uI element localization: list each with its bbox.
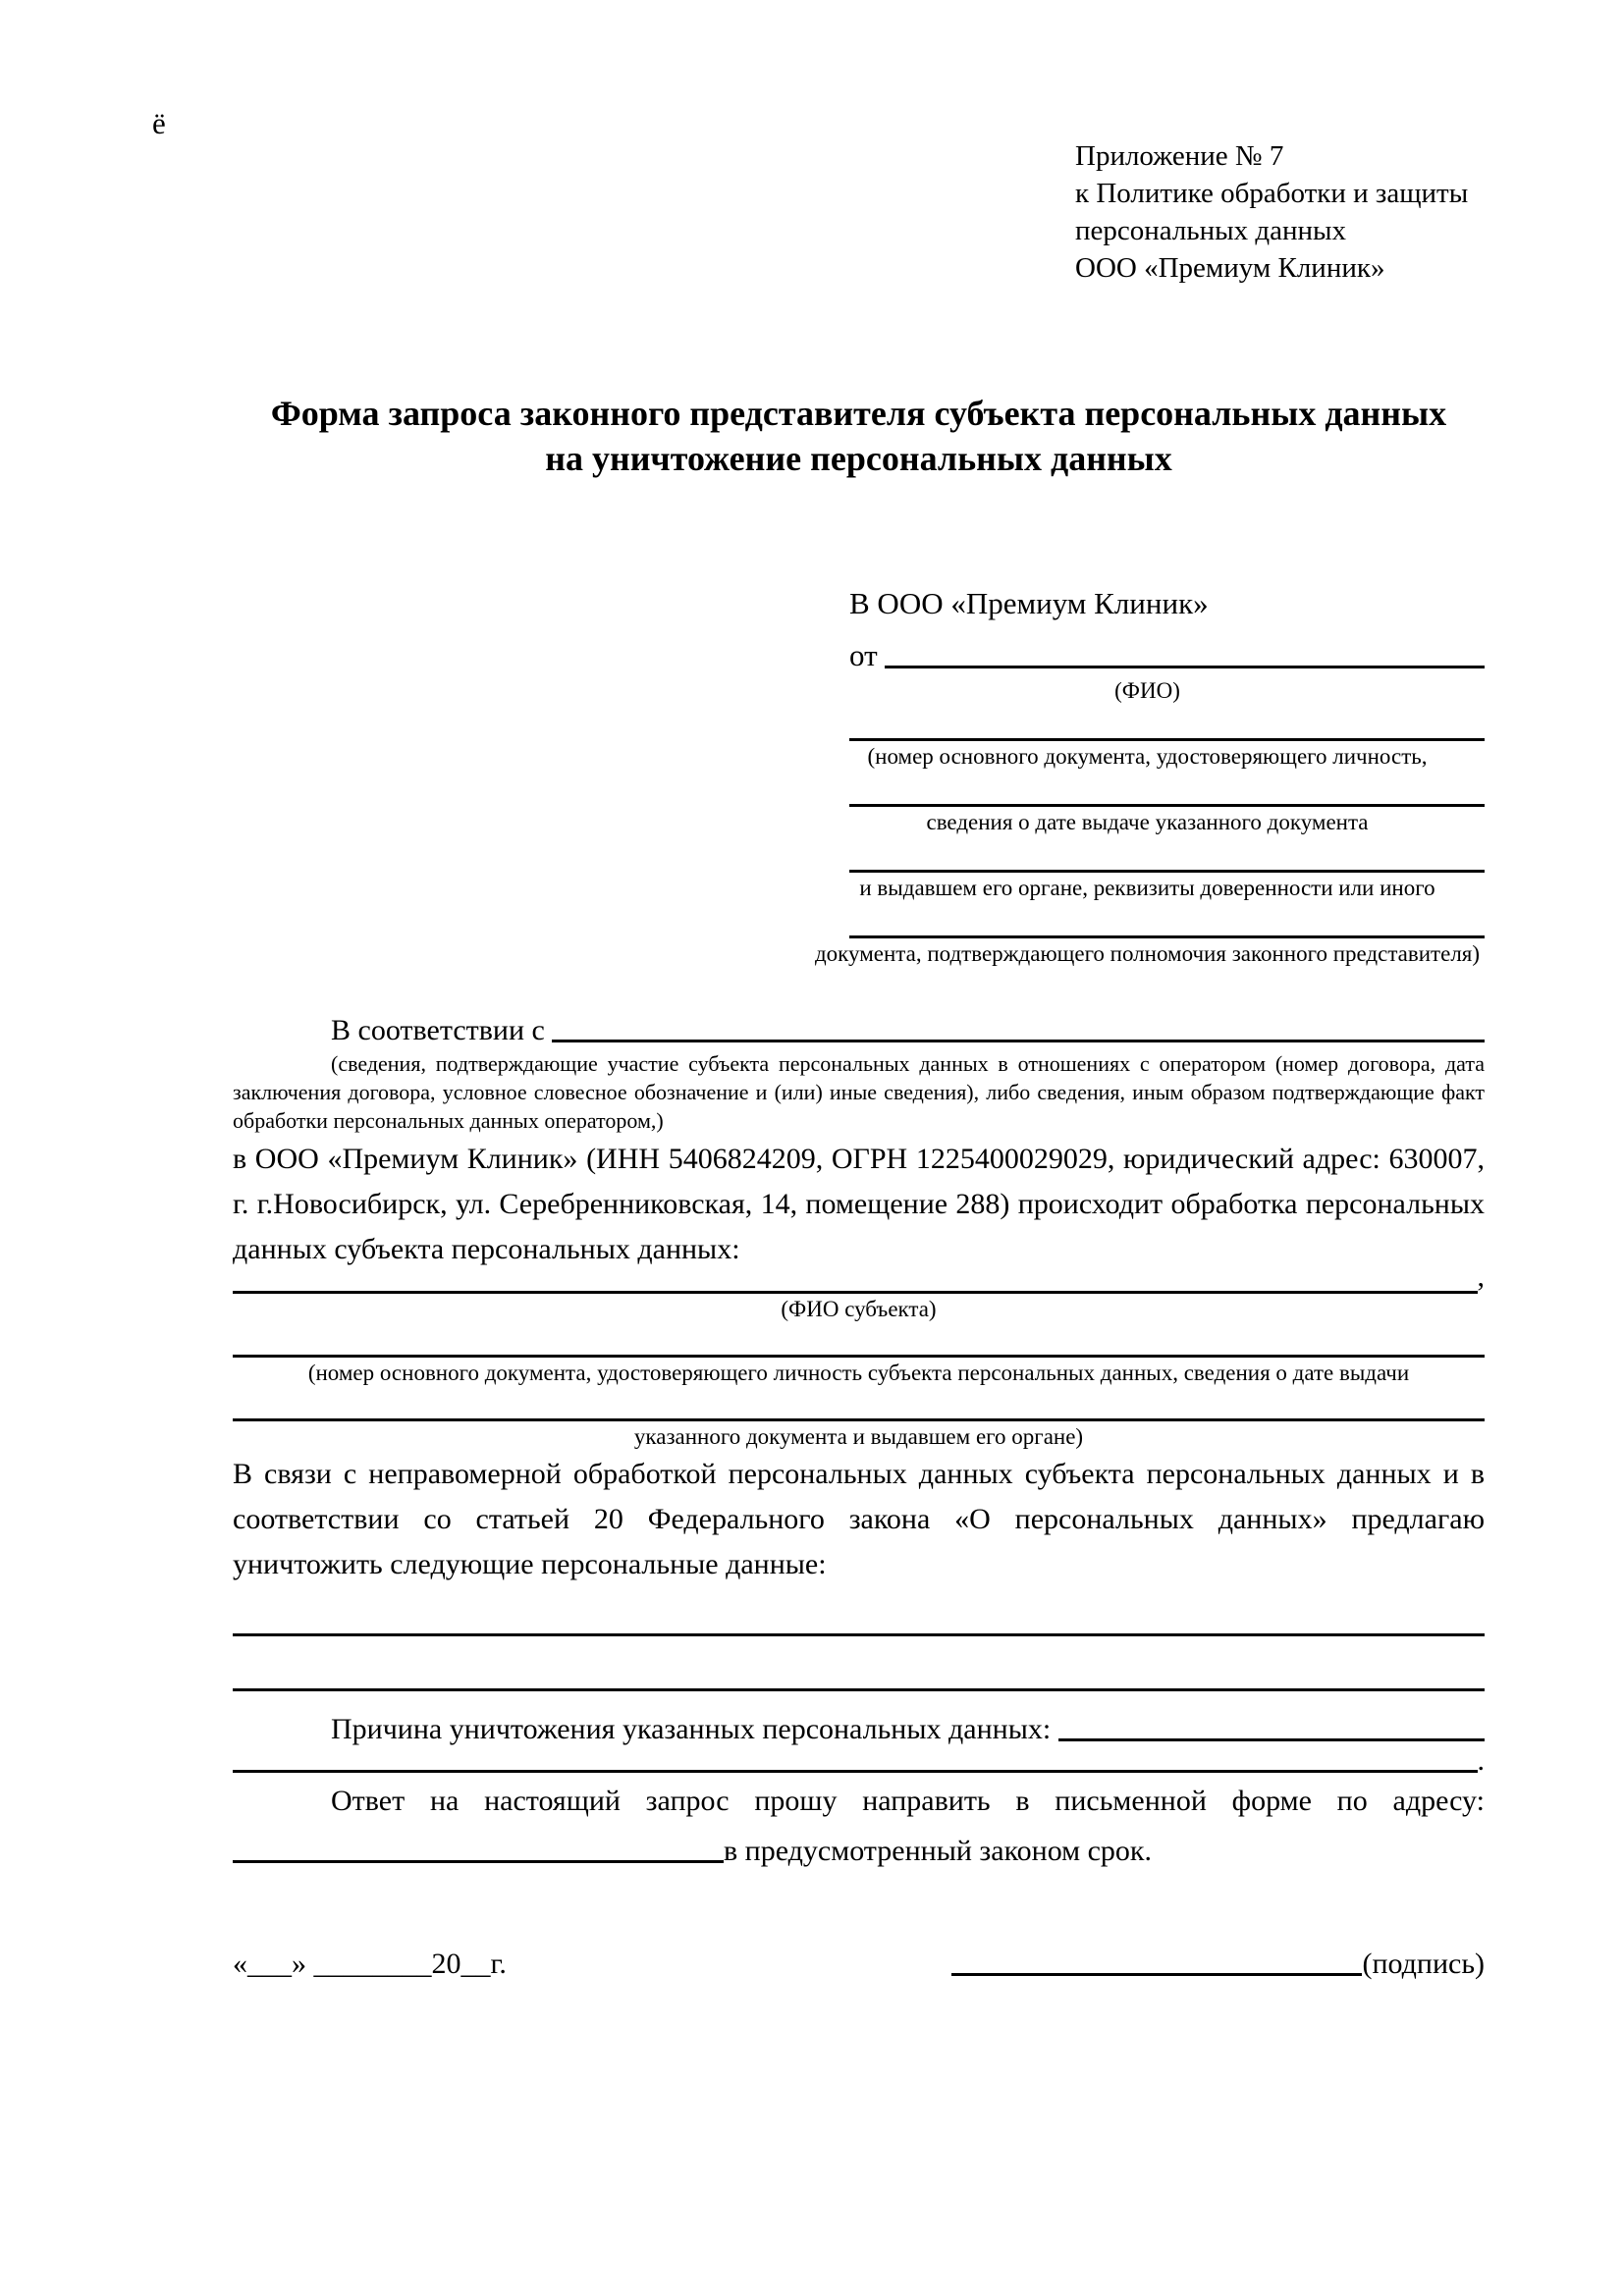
addressee-block xyxy=(814,583,1485,967)
reason-label: Причина уничтожения указанных персональных данных: xyxy=(331,1713,1058,1745)
demand-paragraph: В связи с неправомерной обработкой персональных данных субъекта персональных данных и в соответствии со статьей 20 Федерального закона «О персональных данных» предлагаю уничтожить следующие персональные данные: xyxy=(233,1458,1485,1580)
subject-fio-row xyxy=(233,1260,1485,1294)
document-title-line1: Форма запроса законного представителя субъекта персональных данных xyxy=(270,394,1447,433)
accordance-note: (сведения, подтверждающие участие субъекта персональных данных в отношениях с оператором (номер договора, дата заключения договора, условное словесное обозначение и (или) иные сведения), либо сведения, иным образом подтверждающие факт обработки персональных данных оператором,) xyxy=(233,1051,1485,1133)
reply-address-blank-line xyxy=(233,1823,724,1863)
signature-caption: (подпись) xyxy=(1362,1948,1485,1980)
reply-sentence: Ответ на настоящий запрос прошу направить в письменной форме по адресу: xyxy=(331,1785,1485,1817)
representative-doc-field xyxy=(814,915,1485,967)
fio-caption: (ФИО) xyxy=(1114,678,1180,703)
appendix-note-line: Приложение № 7 xyxy=(1075,140,1284,172)
operator-paragraph: в ООО «Премиум Клиник» (ИНН 5406824209, ОГРН 1225400029029, юридический адрес: 630007, г. г.Новосибирск, ул. Серебренниковская, 14, помещение 288) происходит обработка персональных данных субъекта персональных данных: xyxy=(233,1143,1485,1265)
doc-field-blank-line xyxy=(849,783,1485,807)
from-label: от xyxy=(849,638,886,672)
footer xyxy=(233,1945,1485,1981)
representative-doc-field xyxy=(849,849,1485,901)
subject-doc-caption: указанного документа и выдавшем его органе) xyxy=(633,1424,1084,1449)
reason-continuation-row xyxy=(233,1746,1485,1778)
subject-doc-field xyxy=(233,1398,1485,1450)
document-title xyxy=(233,391,1485,481)
subject-fio-caption: (ФИО субъекта) xyxy=(781,1297,937,1321)
doc-field-blank-line xyxy=(849,849,1485,873)
data-blank-line-1 xyxy=(233,1615,1485,1636)
doc-field-caption: сведения о дате выдаче указанного документа xyxy=(926,810,1369,834)
reply-address-row xyxy=(233,1823,1485,1868)
reason-row xyxy=(233,1703,1485,1746)
appendix-note-line: ООО «Премиум Клиник» xyxy=(1075,252,1385,284)
addressee-organization: В ООО «Премиум Клиник» xyxy=(849,586,1209,620)
doc-field-blank-line xyxy=(849,718,1485,741)
data-blank-line-2 xyxy=(233,1670,1485,1691)
date-line: «___» ________20__г. xyxy=(233,1948,507,1980)
appendix-note-line: к Политике обработки и защиты xyxy=(1075,178,1469,209)
representative-doc-field xyxy=(849,783,1485,835)
representative-doc-field xyxy=(849,718,1485,770)
appendix-note xyxy=(1075,137,1485,287)
reply-tail: в предусмотренный законом срок. xyxy=(724,1835,1152,1867)
subject-doc-caption: (номер основного документа, удостоверяющего личность субъекта персональных данных, сведения о дате выдачи xyxy=(307,1361,1410,1385)
doc-field-caption: (номер основного документа, удостоверяющего личность, xyxy=(867,744,1428,769)
sentence-period: . xyxy=(1477,1744,1485,1777)
subject-doc-blank-line xyxy=(233,1398,1485,1421)
accordance-blank-line xyxy=(552,1004,1485,1042)
stray-char: ё xyxy=(152,106,166,140)
reason-blank-line xyxy=(1058,1703,1485,1741)
signature-group xyxy=(951,1945,1485,1981)
doc-field-caption: документа, подтверждающего полномочия законного представителя) xyxy=(814,941,1481,966)
subject-doc-blank-line xyxy=(233,1334,1485,1358)
appendix-note-line: персональных данных xyxy=(1075,215,1347,246)
doc-field-blank-line xyxy=(849,915,1485,938)
accordance-row xyxy=(233,1004,1485,1047)
doc-field-caption: и выдавшем его органе, реквизиты доверенности или иного xyxy=(859,876,1435,900)
subject-fio-blank-line xyxy=(233,1272,1478,1294)
accordance-label: В соответствии с xyxy=(331,1014,553,1046)
from-blank-line xyxy=(885,624,1485,668)
from-row xyxy=(849,624,1485,673)
reason-blank-line-2 xyxy=(233,1746,1478,1773)
trailing-comma: , xyxy=(1477,1260,1485,1293)
document-title-line2: на уничтожение персональных данных xyxy=(545,439,1172,478)
signature-blank-line xyxy=(951,1945,1362,1976)
subject-doc-field xyxy=(233,1334,1485,1386)
document-content xyxy=(233,137,1485,1981)
